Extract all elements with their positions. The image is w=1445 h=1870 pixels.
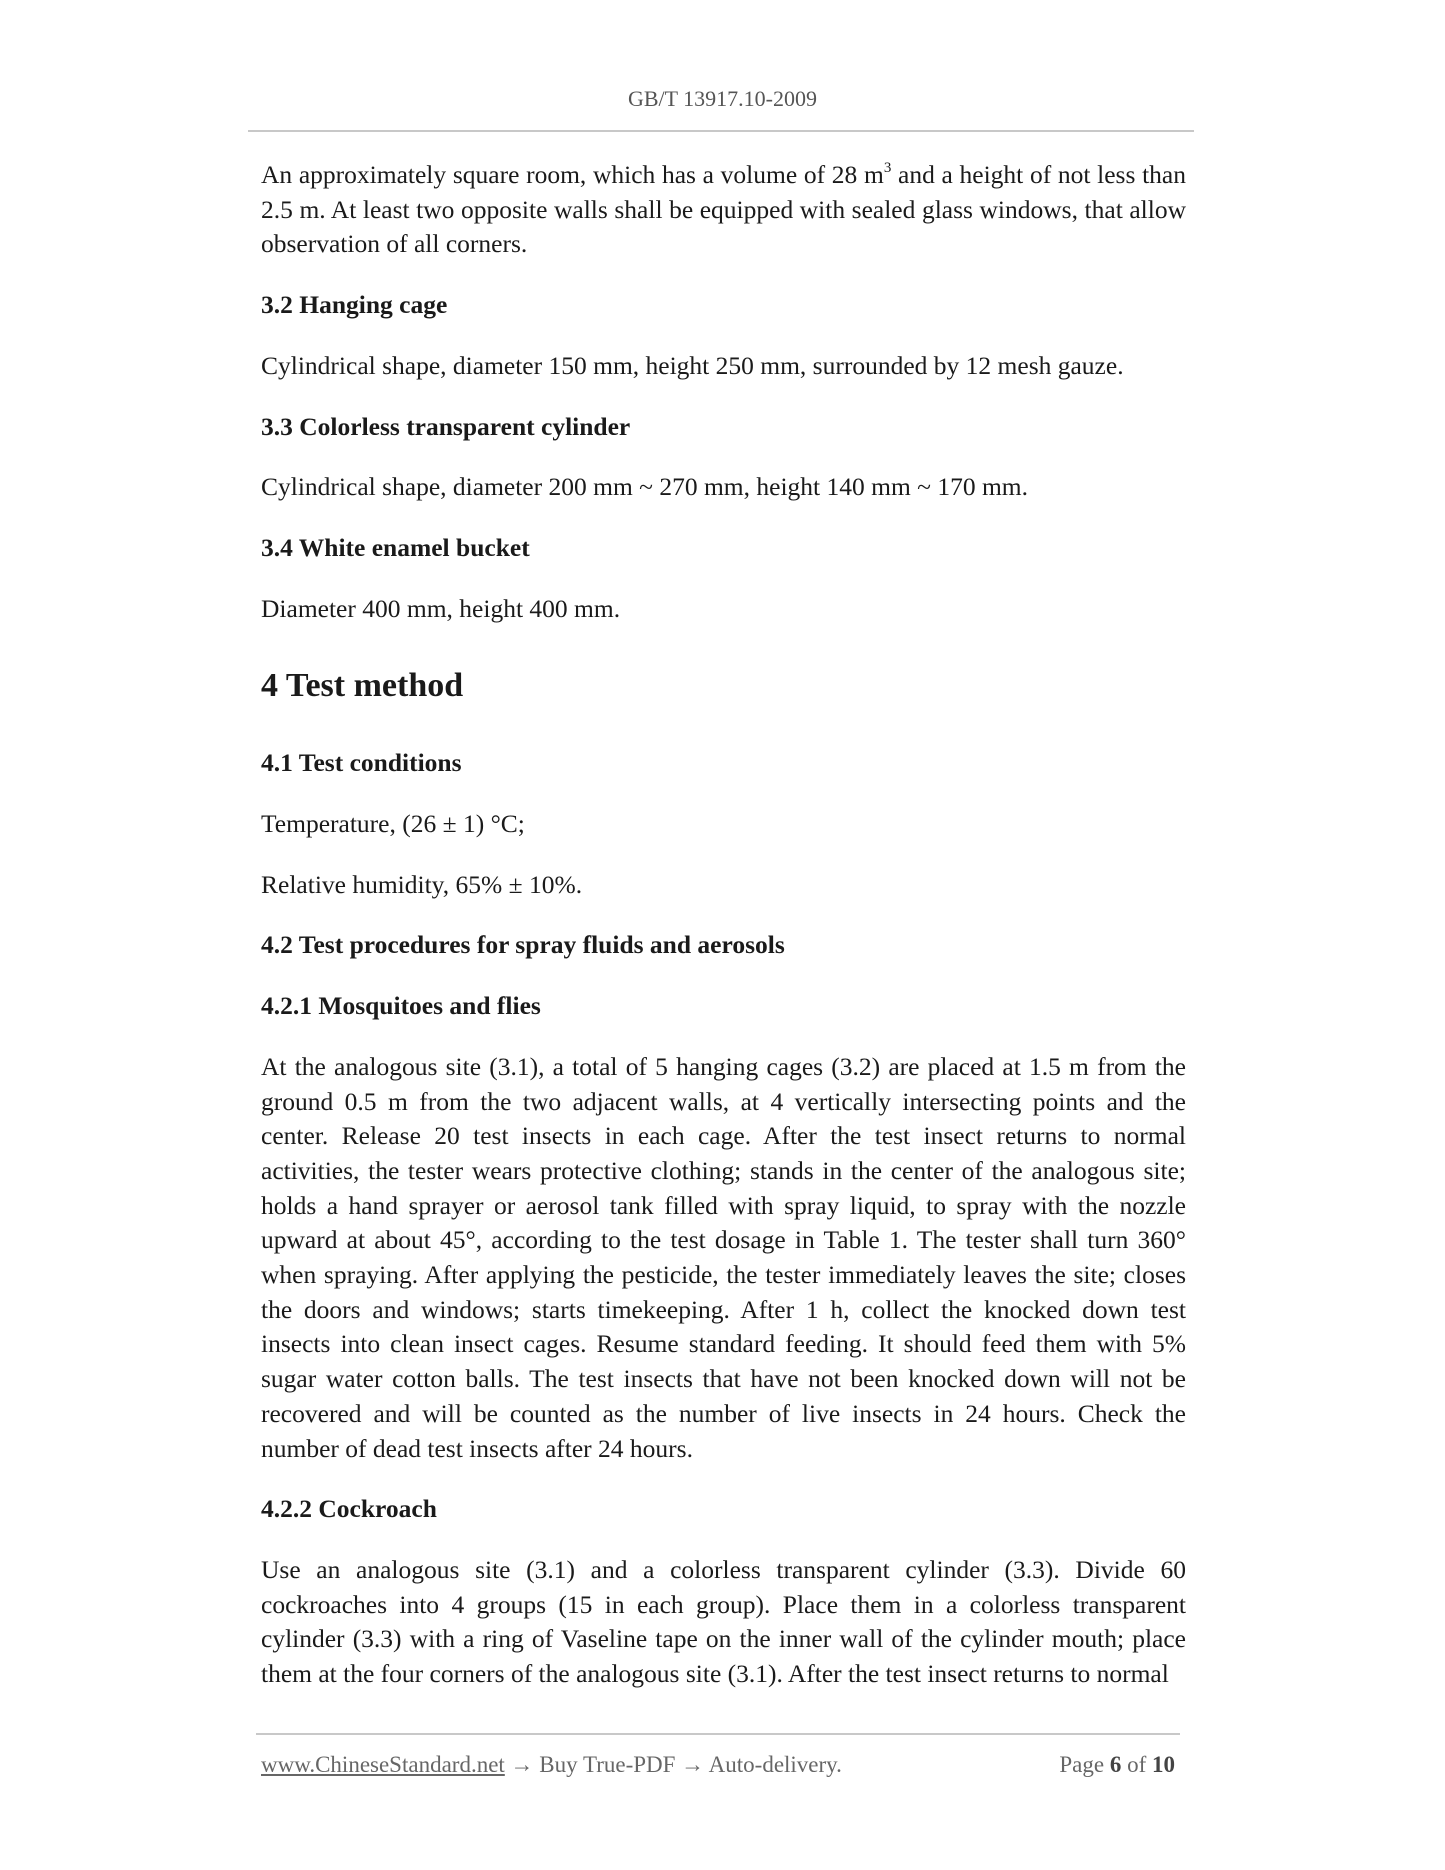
heading-3-3-transparent-cylinder: 3.3 Colorless transparent cylinder <box>261 411 631 441</box>
heading-4-2-test-procedures: 4.2 Test procedures for spray fluids and aerosols <box>261 930 785 960</box>
page-of: of <box>1127 1752 1147 1777</box>
paragraph-4-2-1: At the analogous site (3.1), a total of 5 hanging cages (3.2) are placed at 1.5 m from the ground 0.5 m from the two adjacent walls, at 4 vertically intersecting points and the center. Release 20 test insects in each cage. After the test insect returns to normal activities, the tester wears protective clothing; stands in the center of the analogous site; holds a hand sprayer or aerosol tank filled with spray liquid, to spray with the nozzle upward at about 45°, according to the test dosage in Table 1. The tester shall turn 360° when spraying. After applying the pesticide, the tester immediately leaves the site; closes the doors and windows; starts timekeeping. After 1 h, collect the knocked down test insects into clean insect cages. Resume standard feeding. It should feed them with 5% sugar water cotton balls. The test insects that have not been knocked down will not be recovered and will be counted as the number of live insects in 24 hours. Check the number of dead test insects after 24 hours. <box>261 1051 1186 1463</box>
heading-4-2-1-mosquitoes-flies: 4.2.1 Mosquitoes and flies <box>261 991 541 1021</box>
heading-4-test-method: 4 Test method <box>261 667 464 705</box>
header-standard-code: GB/T 13917.10-2009 <box>627 86 818 111</box>
paragraph-4-2-2: Use an analogous site (3.1) and a colorless transparent cylinder (3.3). Divide 60 cockroaches into 4 groups (15 in each group). Place them in a colorless transparent cylinder (3.3) with a ring of Vaseline tape on the inner wall of the cylinder mouth; place them at the four corners of the analogous site (3.1). After the test insect returns to normal <box>261 1554 1186 1689</box>
room-text-part2: and a height of not less than 2.5 m. At least two opposite walls shall be equipped with sealed glass windows, that allow observation of all corners. <box>261 160 1186 259</box>
heading-4-2-2-cockroach: 4.2.2 Cockroach <box>261 1494 437 1524</box>
page-total: 10 <box>1152 1752 1175 1777</box>
page-number <box>1059 1752 1175 1778</box>
heading-4-1-test-conditions: 4.1 Test conditions <box>261 748 462 778</box>
room-text-part1: An approximately square room, which has a volume of 28 m <box>261 160 884 189</box>
heading-3-2-hanging-cage: 3.2 Hanging cage <box>261 290 448 320</box>
header-divider <box>248 130 1194 132</box>
page-label: Page <box>1059 1752 1105 1777</box>
page-footer <box>261 1752 1181 1778</box>
document-body <box>261 158 1186 1692</box>
heading-3-4-enamel-bucket: 3.4 White enamel bucket <box>261 532 530 562</box>
paragraph-3-3: Cylindrical shape, diameter 200 mm ~ 270 mm, height 140 mm ~ 170 mm. <box>261 472 1028 502</box>
footer-divider <box>256 1733 1180 1735</box>
paragraph-temperature: Temperature, (26 ± 1) °C; <box>261 809 525 839</box>
paragraph-3-4: Diameter 400 mm, height 400 mm. <box>261 593 621 623</box>
page-current: 6 <box>1109 1752 1122 1777</box>
footer-site-link[interactable]: www.ChineseStandard.net <box>261 1752 505 1777</box>
room-superscript: 3 <box>883 159 892 176</box>
paragraph-humidity: Relative humidity, 65% ± 10%. <box>261 869 583 899</box>
footer-promo-text: → Buy True-PDF → Auto-delivery. <box>504 1752 842 1777</box>
paragraph-3-2: Cylindrical shape, diameter 150 mm, height 250 mm, surrounded by 12 mesh gauze. <box>261 350 1124 380</box>
paragraph-analogous-room <box>261 158 1186 262</box>
